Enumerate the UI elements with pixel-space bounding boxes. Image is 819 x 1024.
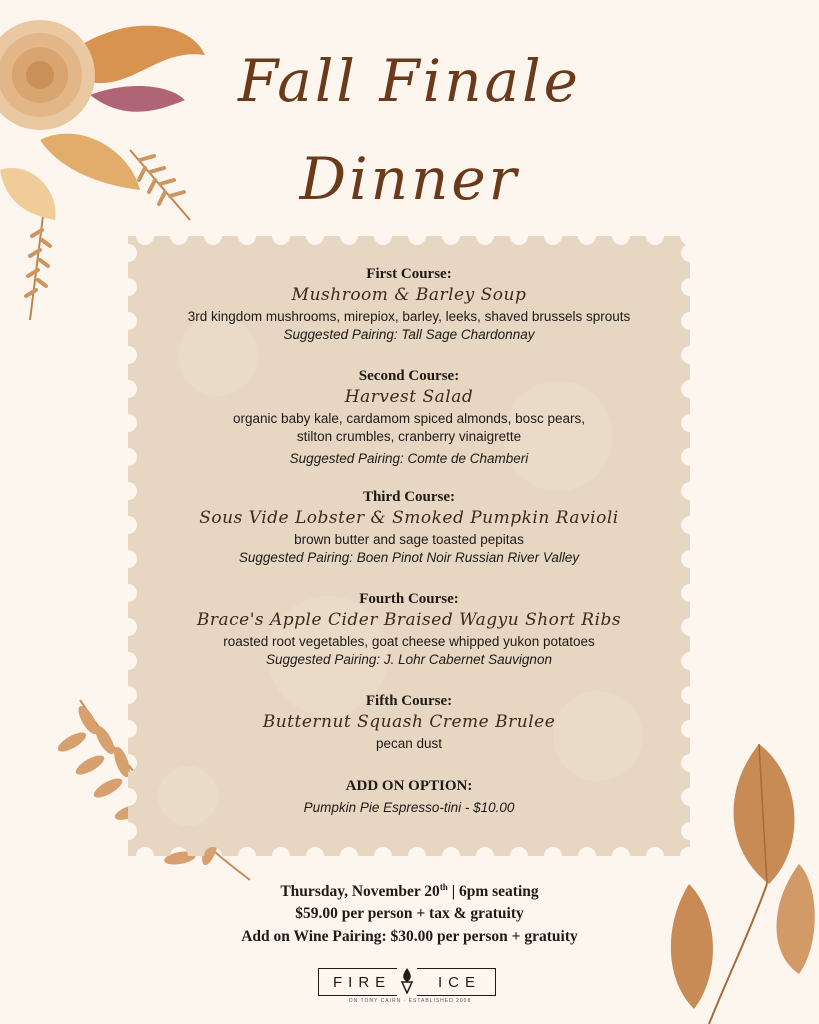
course-pairing: Suggested Pairing: Comte de Chamberi [289, 451, 529, 466]
add-on-item: Pumpkin Pie Espresso-tini - $10.00 [303, 800, 515, 815]
event-date-seating: | 6pm seating [447, 883, 539, 901]
event-date-main: Thursday, November 20 [280, 883, 440, 901]
add-on-option [128, 778, 690, 817]
course-pairing: Suggested Pairing: J. Lohr Cabernet Sauvignon [266, 652, 552, 667]
course-description: pecan dust [375, 736, 443, 751]
course-description: roasted root vegetables, goat cheese whipped yukon potatoes [223, 634, 595, 649]
course-5 [128, 693, 690, 753]
course-dish: Butternut Squash Creme Brulee [262, 712, 556, 732]
add-on-heading: ADD ON OPTION: [345, 778, 473, 794]
course-description: brown butter and sage toasted pepitas [294, 532, 524, 547]
event-price: $59.00 per person + tax & gratuity [295, 905, 524, 922]
course-dish: Harvest Salad [344, 387, 474, 407]
course-pairing: Suggested Pairing: Boen Pinot Noir Russian River Valley [238, 550, 580, 565]
logo-subtitle: ON TONY CAIRN · ESTABLISHED 2008 [348, 998, 472, 1004]
course-heading: First Course: [366, 266, 452, 282]
course-pairing: Suggested Pairing: Tall Sage Chardonnay [283, 327, 535, 342]
course-heading: Fifth Course: [365, 693, 453, 709]
logo-word-fire: FIRE [333, 973, 392, 991]
course-dish: Mushroom & Barley Soup [291, 285, 527, 305]
event-date-ordinal: th [439, 882, 448, 892]
event-date [0, 882, 819, 901]
title-line-2: Dinner [299, 145, 520, 213]
course-description: 3rd kingdom mushrooms, mirepiox, barley, leeks, shaved brussels sprouts [187, 309, 631, 324]
title-line-1: Fall Finale [237, 47, 582, 115]
course-2 [128, 368, 690, 468]
logo-emblem-icon [397, 963, 417, 997]
menu-content [128, 236, 690, 856]
course-description: organic baby kale, cardamom spiced almonds, bosc pears, [233, 411, 585, 426]
course-heading: Fourth Course: [359, 591, 459, 607]
logo-word-ice: ICE [437, 973, 481, 991]
wine-pairing-price: Add on Wine Pairing: $30.00 per person + gratuity [241, 928, 578, 945]
course-dish: Brace's Apple Cider Braised Wagyu Short Ribs [196, 610, 622, 630]
course-heading: Second Course: [358, 368, 460, 384]
course-3 [128, 489, 690, 567]
fire-ice-logo [318, 968, 496, 996]
course-1 [128, 266, 690, 344]
course-heading: Third Course: [362, 489, 456, 505]
course-4 [128, 591, 690, 669]
course-description-line-2: stilton crumbles, cranberry vinaigrette [296, 429, 522, 444]
course-dish: Sous Vide Lobster & Smoked Pumpkin Ravioli [199, 508, 619, 528]
